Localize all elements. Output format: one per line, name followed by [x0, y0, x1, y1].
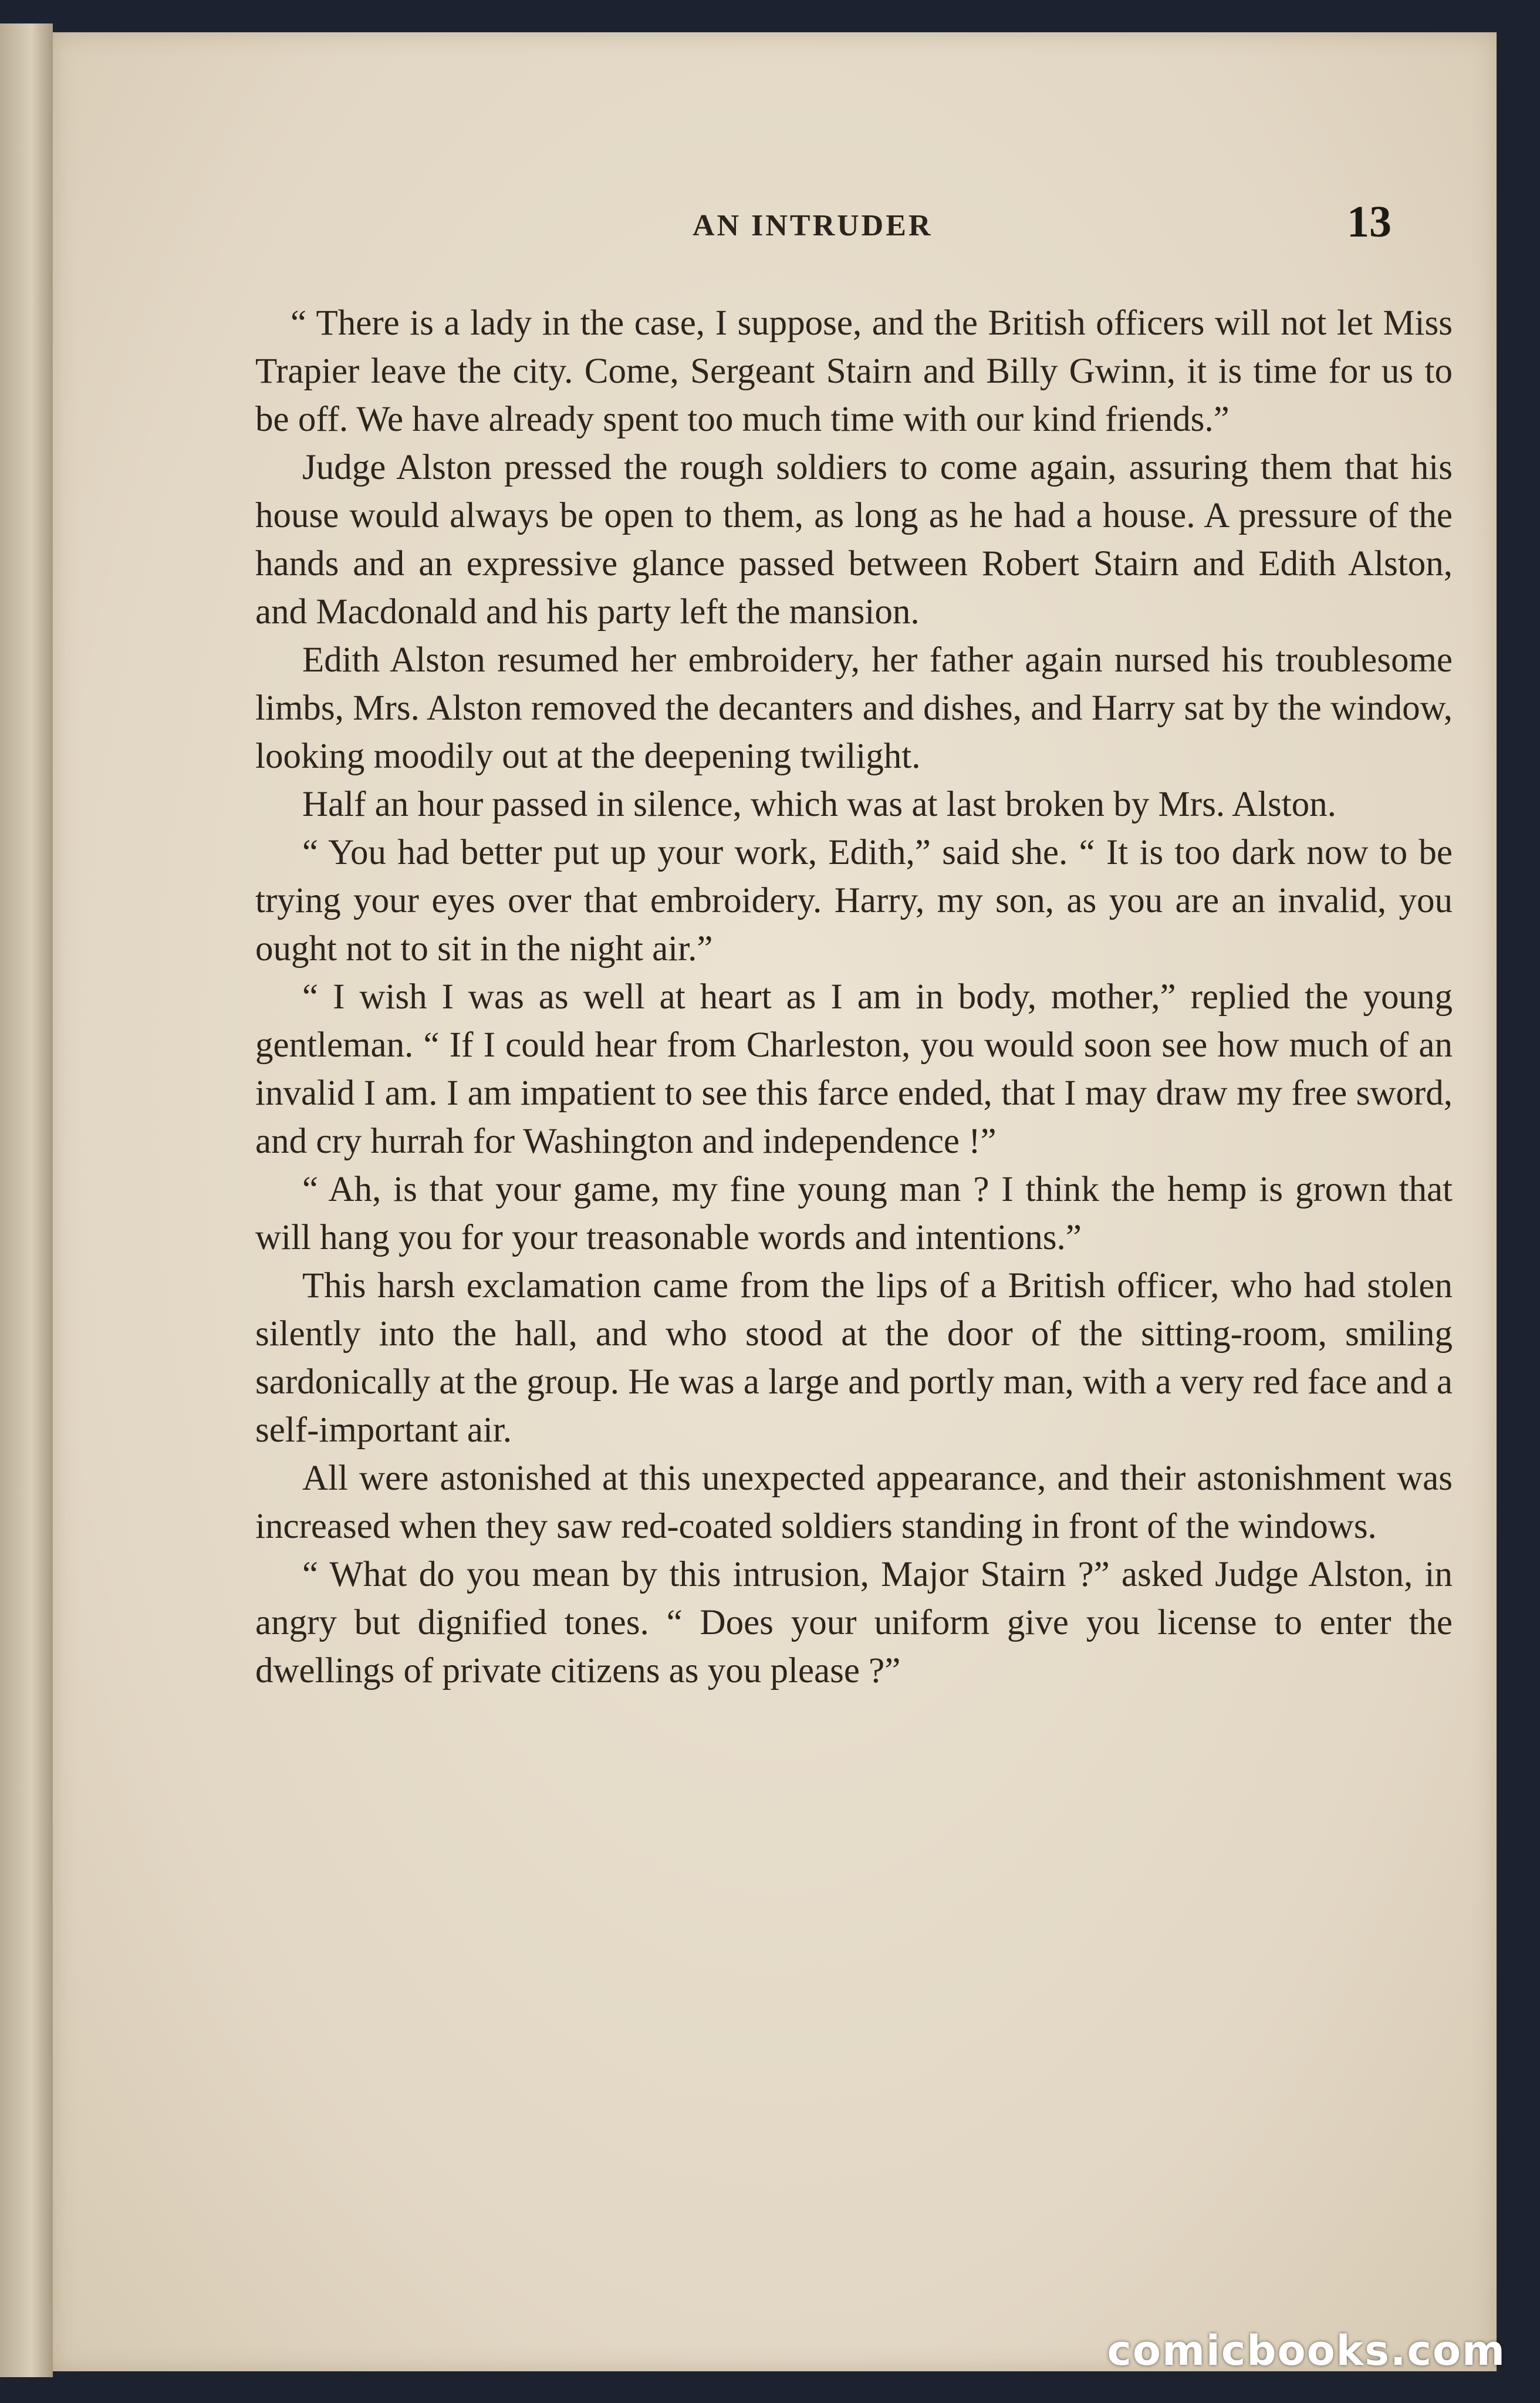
paragraph: “ You had better put up your work, Edith,” said she. “ It is too dark now to be trying your eyes over that embroidery. Harry, my son, as you are an invalid, you ought not to sit in the night air.”: [255, 833, 1453, 968]
page-number: 13: [1347, 197, 1392, 247]
paragraph: “ Ah, is that your game, my fine young man ? I think the hemp is grown that will hang you for your treasonable words and intentions.”: [255, 1170, 1453, 1257]
paragraph: “ I wish I was as well at heart as I am in body, mother,” replied the young gentleman. “ If I could hear from Charleston, you would soon see how much of an invalid I am. I am impatient to see this farce ended, that I may draw my free sword, and cry hurrah for Washington and independence !”: [255, 977, 1453, 1161]
page-header: [53, 185, 1497, 249]
paragraph: All were astonished at this unexpected appearance, and their astonishment was increased when they saw red-coated soldiers standing in front of the windows.: [255, 1459, 1453, 1546]
running-head: AN INTRUDER: [693, 209, 933, 242]
page-body-text: [255, 299, 1453, 1695]
book-spine-edge: [0, 23, 53, 2377]
paragraph: Judge Alston pressed the rough soldiers to come again, assuring them that his house would always be open to them, as long as he had a house. A pressure of the hands and an expressive glance passed between Robert Stairn and Edith Alston, and Macdonald and his party left the mansion.: [255, 448, 1453, 632]
paragraph: “ What do you mean by this intrusion, Major Stairn ?” asked Judge Alston, in angry but dignified tones. “ Does your uniform give you license to enter the dwellings of private citizens as you please ?”: [255, 1555, 1453, 1690]
paragraph: This harsh exclamation came from the lips of a British officer, who had stolen silently into the hall, and who stood at the door of the sitting-room, smiling sardonically at the group. He was a large and portly man, with a very red face and a self-important air.: [255, 1266, 1453, 1450]
paragraph: “ There is a lady in the case, I suppose, and the British officers will not let Miss Trapier leave the city. Come, Sergeant Stairn and Billy Gwinn, it is time for us to be off. We have already spent too much time with our kind friends.”: [255, 303, 1453, 439]
site-watermark: comicbooks.com: [1107, 2327, 1506, 2375]
paragraph: Edith Alston resumed her embroidery, her father again nursed his troublesome limbs, Mrs. Alston removed the decanters and dishes, and Harry sat by the window, looking moodily out at the deepening twilight.: [255, 640, 1453, 776]
paragraph: Half an hour passed in silence, which was at last broken by Mrs. Alston.: [302, 785, 1336, 824]
book-page: [53, 32, 1497, 2371]
